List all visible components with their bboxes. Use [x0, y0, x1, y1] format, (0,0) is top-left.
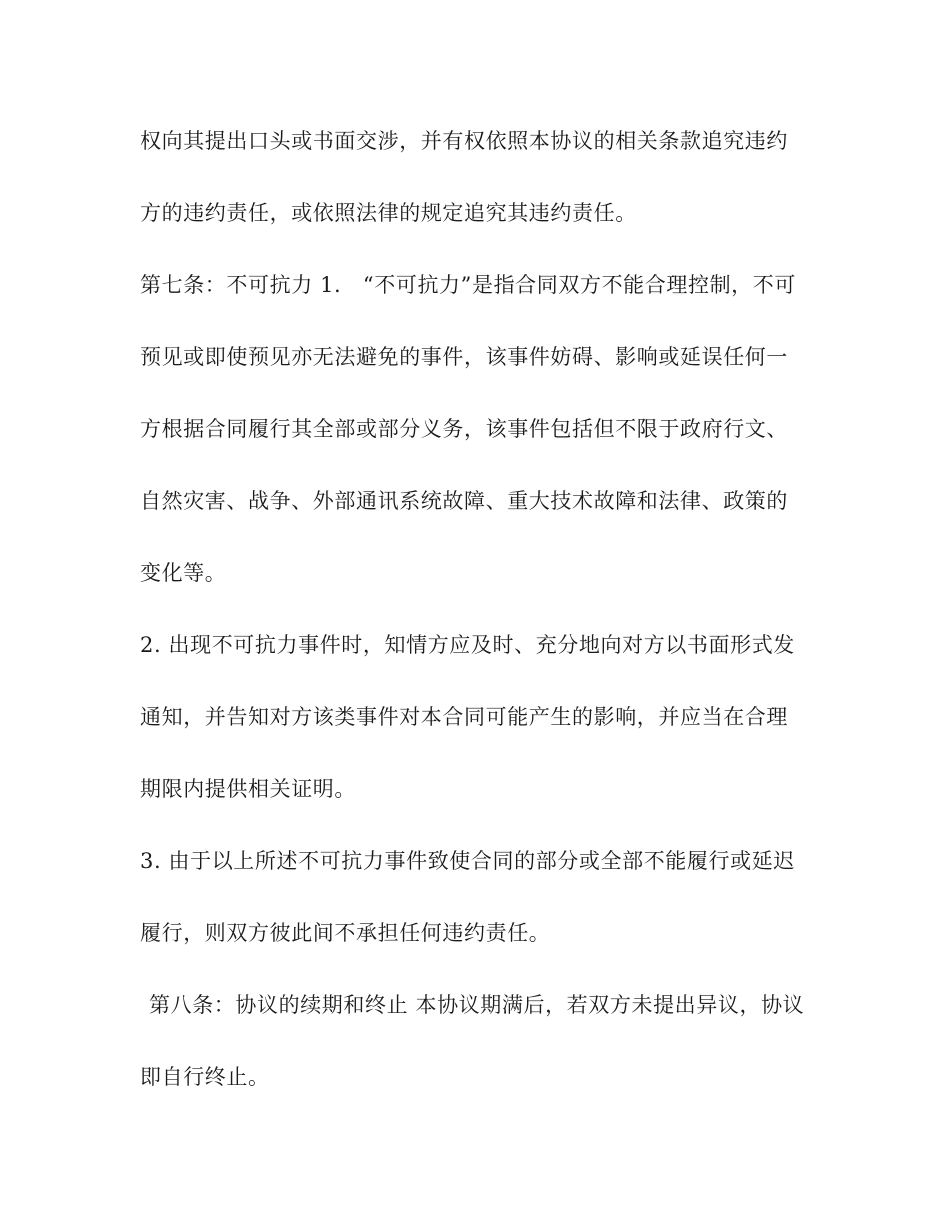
- text-line: 权向其提出口头或书面交涉，并有权依照本协议的相关条款追究违约: [140, 129, 788, 153]
- text-line: 期限内提供相关证明。: [140, 777, 356, 801]
- document-body: [140, 121, 820, 1129]
- article-8-heading-line: 第八条：协议的续期和终止 本协议期满后，若双方未提出异议，协议: [149, 993, 805, 1017]
- text-line: 方的违约责任，或依照法律的规定追究其违约责任。: [140, 201, 637, 225]
- text-line: 自然灾害、战争、外部通讯系统故障、重大技术故障和法律、政策的: [140, 489, 788, 513]
- text-line: 即自行终止。: [140, 1065, 270, 1089]
- article-7-heading-line: 第七条：不可抗力 1. “不可抗力”是指合同双方不能合理控制，不可: [140, 273, 796, 297]
- clause-2-line: 2. 出现不可抗力事件时，知情方应及时、充分地向对方以书面形式发: [140, 633, 795, 657]
- text-line: 方根据合同履行其全部或部分义务，该事件包括但不限于政府行文、: [140, 417, 788, 441]
- text-line: 变化等。: [140, 561, 227, 585]
- clause-3-line: 3. 由于以上所述不可抗力事件致使合同的部分或全部不能履行或延迟: [140, 849, 795, 873]
- text-line: 通知，并告知对方该类事件对本合同可能产生的影响，并应当在合理: [140, 705, 788, 729]
- text-line: 履行，则双方彼此间不承担任何违约责任。: [140, 921, 551, 945]
- text-line: 预见或即使预见亦无法避免的事件，该事件妨碍、影响或延误任何一: [140, 345, 788, 369]
